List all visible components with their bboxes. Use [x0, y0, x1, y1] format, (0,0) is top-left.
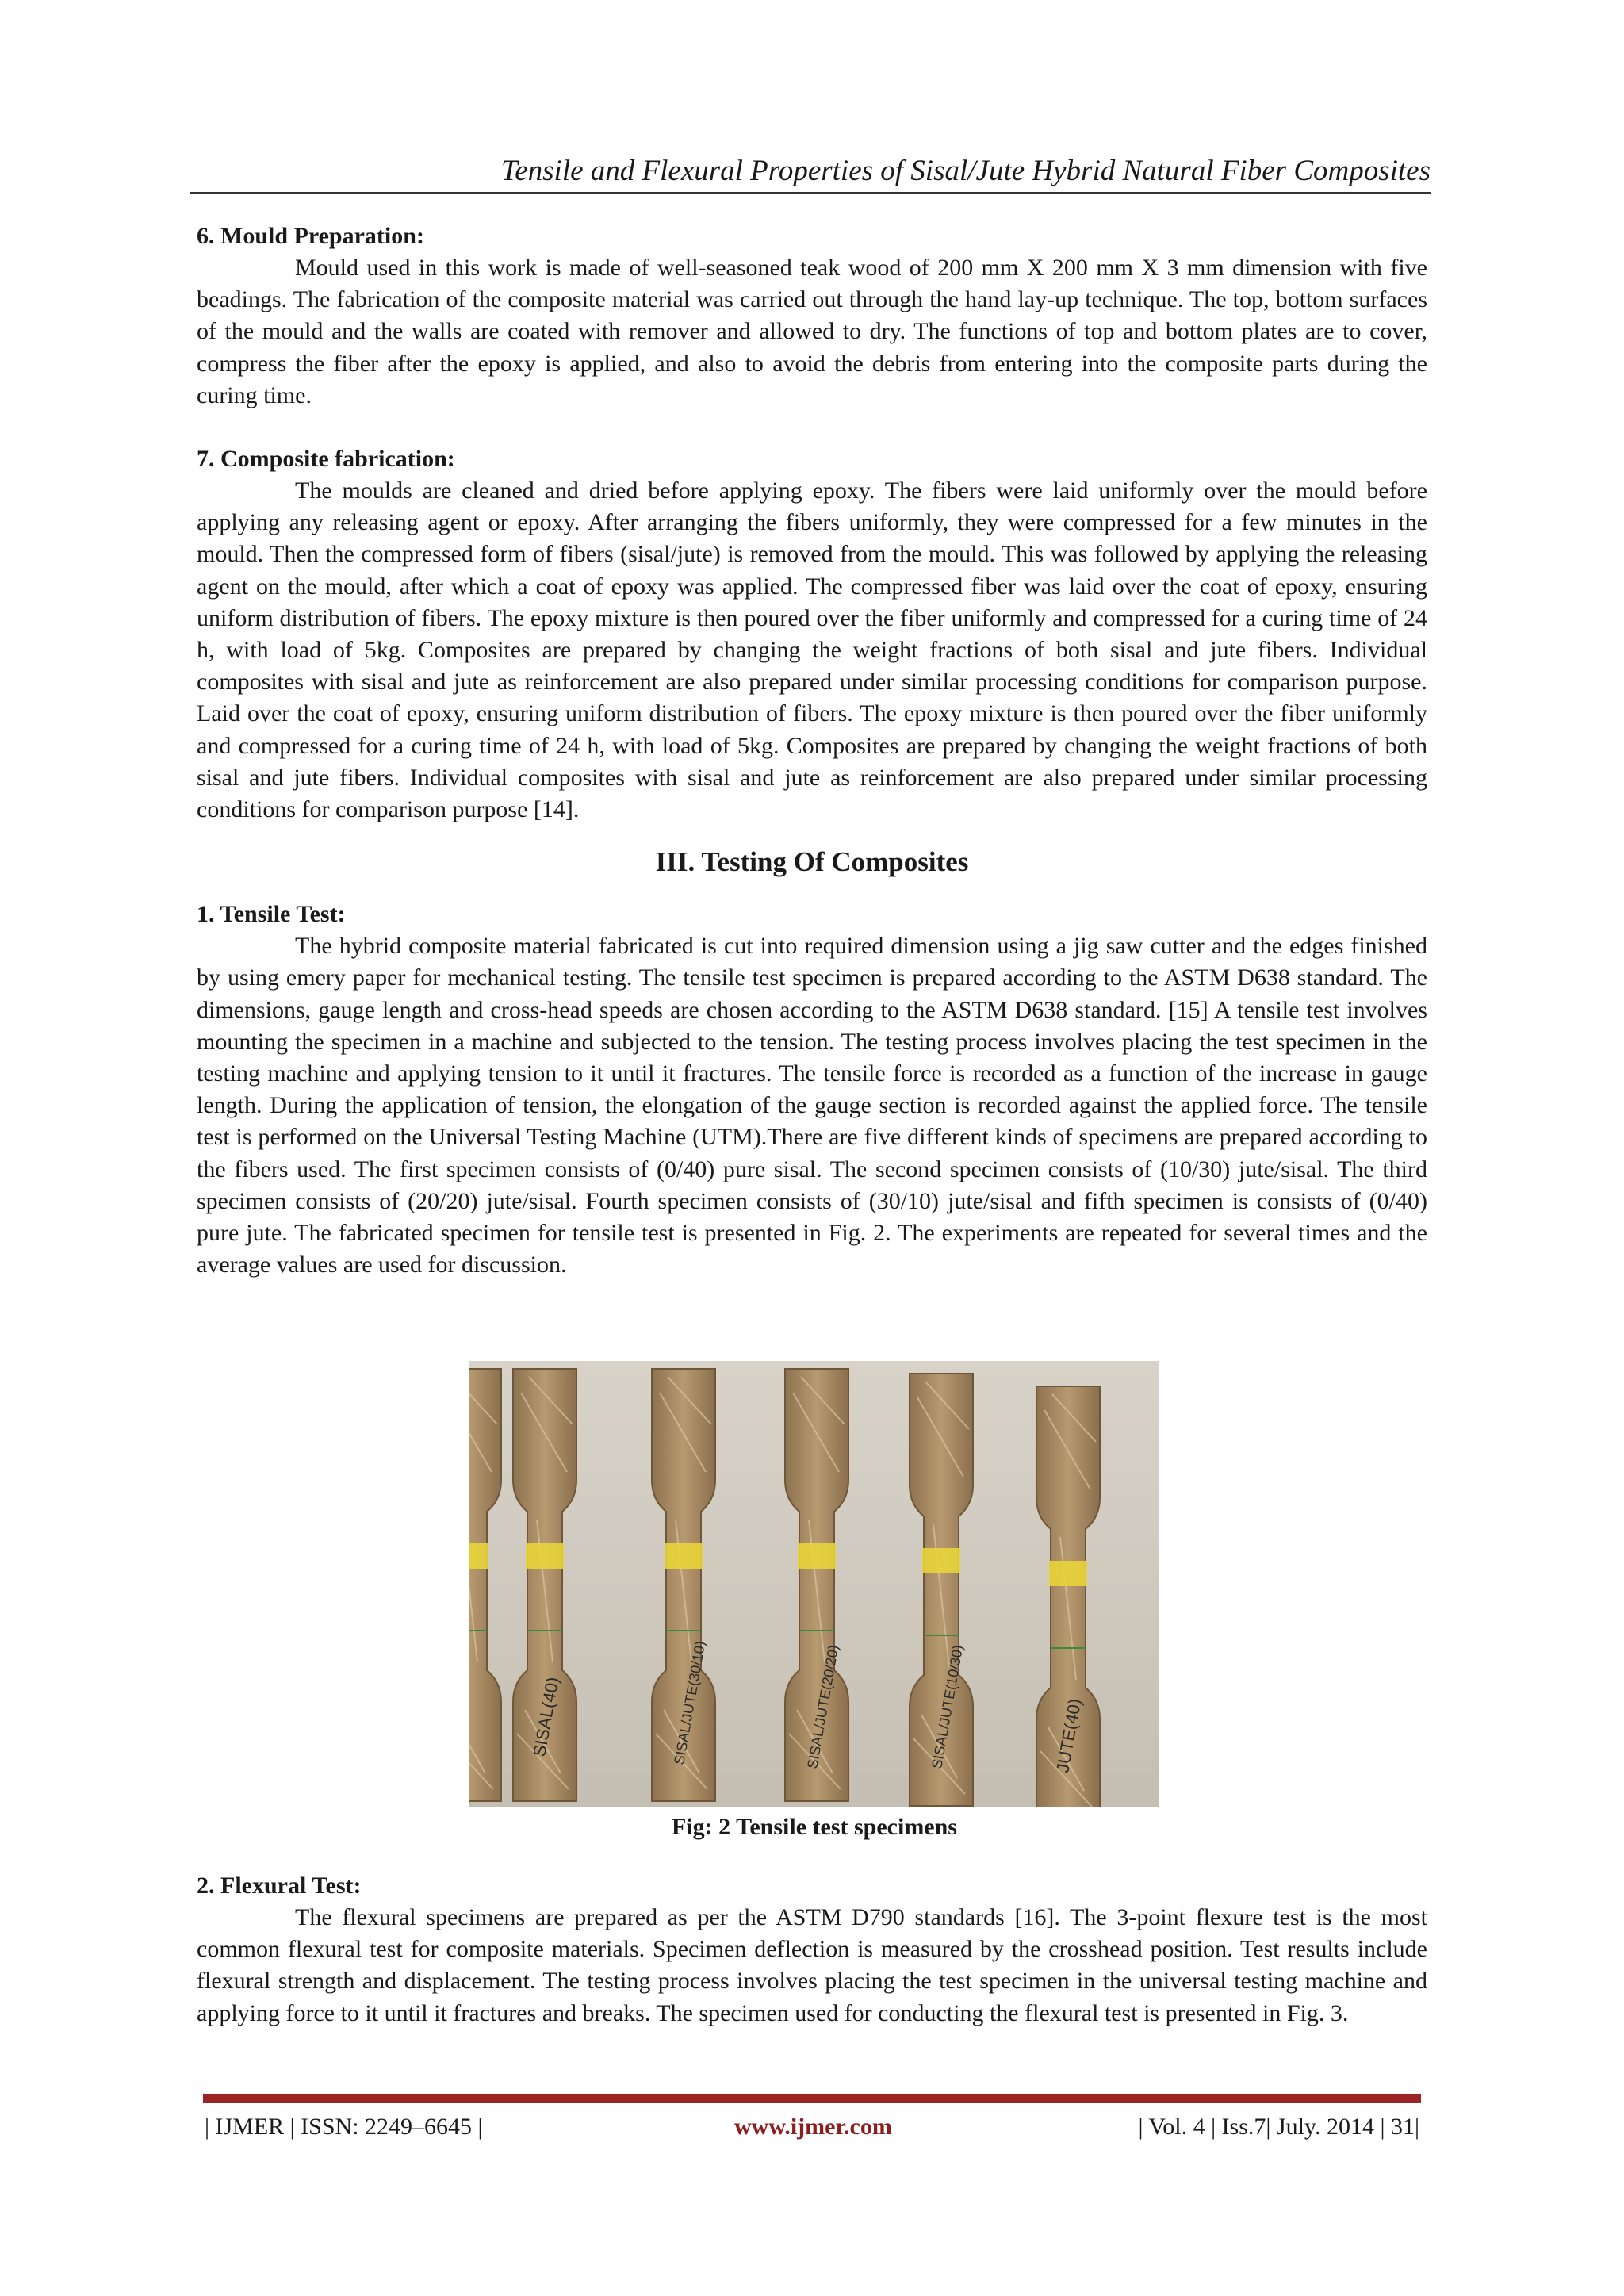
- section-heading-mould: 6. Mould Preparation:: [197, 223, 424, 249]
- specimen-label-3: SISAL/JUTE(20/20): [804, 1643, 842, 1770]
- specimen-label-5: JUTE(40): [1052, 1696, 1086, 1774]
- specimen-label-4: SISAL/JUTE(10/30): [929, 1643, 967, 1770]
- figure-caption: Fig: 2 Tensile test specimens: [672, 1814, 957, 1840]
- section-heading-fabrication: 7. Composite fabrication:: [197, 446, 455, 473]
- main-content: [197, 220, 1427, 1281]
- paragraph-tensile: The hybrid composite material fabricated is cut into required dimension using a jig saw cutter and the edges finished by using emery paper for mechanical testing. The tensile test specimen is prepared according to the ASTM D638 standard. The dimensions, gauge length and cross-head speeds are chosen according to the ASTM D638 standard. [15] A tensile test involves mounting the specimen in a machine and subjected to the tension. The testing process involves placing the test specimen in the testing machine and applying tension to it until it fractures. The tensile force is recorded as a function of the increase in gauge length. During the application of tension, the elongation of the gauge section is recorded against the applied force. The tensile test is performed on the Universal Testing Machine (UTM).There are five different kinds of specimens are prepared according to the fibers used. The first specimen consists of (0/40) pure sisal. The second specimen consists of (10/30) jute/sisal. The third specimen consists of (20/20) jute/sisal. Fourth specimen consists of (30/10) jute/sisal and fifth specimen is consists of (0/40) pure jute. The fabricated specimen for tensile test is presented in Fig. 2. The experiments are repeated for several times and the average values are used for discussion.: [197, 933, 1427, 1278]
- footer-journal-info: | IJMER | ISSN: 2249–6645 |: [205, 2114, 483, 2140]
- specimen-label-1: SISAL(40): [529, 1675, 563, 1758]
- footer-bar: [203, 2094, 1421, 2103]
- specimens-photo: [469, 1361, 1159, 1807]
- section-heading-tensile: 1. Tensile Test:: [197, 901, 346, 928]
- footer-website-link[interactable]: www.ijmer.com: [734, 2114, 892, 2140]
- header-rule: [190, 192, 1431, 194]
- paragraph-mould: Mould used in this work is made of well-seasoned teak wood of 200 mm X 200 mm X 3 mm dimension with five beadings. The fabrication of the composite material was carried out through the hand lay-up technique. The top, bottom surfaces of the mould and the walls are coated with remover and allowed to dry. The functions of top and bottom plates are to cover, compress the fiber after the epoxy is applied, and also to avoid the debris from entering into the composite parts during the curing time.: [197, 255, 1427, 408]
- running-header: Tensile and Flexural Properties of Sisal/Jute Hybrid Natural Fiber Composites: [501, 155, 1431, 187]
- specimen-label-2: SISAL/JUTE(30/10): [671, 1639, 709, 1766]
- page-footer: [205, 2110, 1419, 2145]
- section-heading-flexural: 2. Flexural Test:: [197, 1872, 362, 1899]
- flexural-section: [197, 1870, 1427, 2030]
- chapter-title: III. Testing Of Composites: [655, 846, 969, 878]
- paragraph-flexural: The flexural specimens are prepared as per the ASTM D790 standards [16]. The 3-point flexure test is the most common flexural test for composite materials. Specimen deflection is measured by the crosshead position. Test results include flexural strength and displacement. The testing process involves placing the test specimen in the universal testing machine and applying force to it until it fractures and breaks. The specimen used for conducting the flexural test is presented in Fig. 3.: [197, 1904, 1427, 2026]
- footer-volume-info: | Vol. 4 | Iss.7| July. 2014 | 31|: [1138, 2114, 1419, 2140]
- specimen: [469, 1369, 501, 1801]
- figure-tensile-specimens: [469, 1361, 1159, 1807]
- paragraph-fabrication: The moulds are cleaned and dried before applying epoxy. The fibers were laid uniformly over the mould before applying any releasing agent or epoxy. After arranging the fibers uniformly, they were compressed for a few minutes in the mould. Then the compressed form of fibers (sisal/jute) is removed from the mould. This was followed by applying the releasing agent on the mould, after which a coat of epoxy was applied. The compressed fiber was laid over the coat of epoxy, ensuring uniform distribution of fibers. The epoxy mixture is then poured over the fiber uniformly and compressed for a curing time of 24 h, with load of 5kg. Composites are prepared by changing the weight fractions of both sisal and jute fibers. Individual composites with sisal and jute as reinforcement are also prepared under similar processing conditions for comparison purpose. Laid over the coat of epoxy, ensuring uniform distribution of fibers. The epoxy mixture is then poured over the fiber uniformly and compressed for a curing time of 24 h, with load of 5kg. Composites are prepared by changing the weight fractions of both sisal and jute fibers. Individual composites with sisal and jute as reinforcement are also prepared under similar processing conditions for comparison purpose [14].: [197, 477, 1427, 823]
